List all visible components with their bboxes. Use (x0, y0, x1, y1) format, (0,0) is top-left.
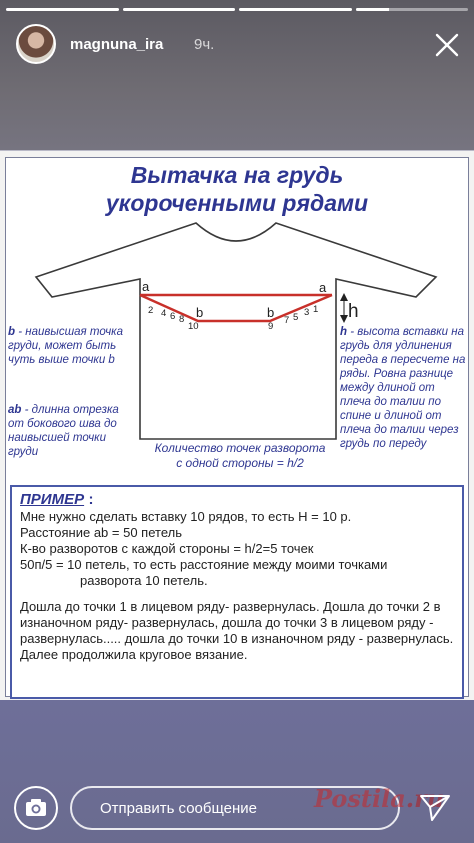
username[interactable]: magnuna_ira (70, 36, 164, 53)
caption-line-1: Количество точек разворота (154, 441, 326, 455)
right-note-h-symbol: h (340, 326, 348, 338)
watermark-domain: .ru (405, 784, 445, 813)
story-image (0, 150, 474, 700)
example-line: К-во разворотов с каждой стороны = h/2=5 точек (20, 541, 314, 556)
left-note-ab (8, 403, 133, 459)
right-note-h-text: - высота вставки на грудь для удлинения переда в пересчете на ряды. Ровна разнице между длиной от плеча до талии по спине и длиной от плеча до талии через грудь по переду (340, 326, 466, 450)
turn-points-caption (140, 441, 340, 471)
close-icon (432, 30, 462, 60)
send-button[interactable] (418, 792, 452, 824)
turn-point-number: 1 (313, 304, 319, 315)
story-header-background (0, 0, 474, 150)
story-progress-segment (123, 8, 236, 11)
turn-point-number: 6 (170, 311, 176, 322)
progress-fill (123, 8, 236, 11)
card-title (0, 161, 474, 217)
turn-point-number: 5 (293, 312, 299, 323)
left-note-b-symbol: b (8, 326, 16, 338)
example-line: Мне нужно сделать вставку 10 рядов, то есть H = 10 р. (20, 509, 352, 524)
story-progress-segment (6, 8, 119, 11)
camera-button[interactable] (14, 786, 58, 830)
h-arrow-up (340, 293, 348, 301)
point-a-left: a (142, 279, 150, 294)
story-progress (6, 8, 468, 11)
close-button[interactable] (432, 30, 462, 60)
progress-fill (6, 8, 119, 11)
progress-fill (239, 8, 352, 11)
avatar[interactable] (16, 24, 56, 64)
example-box (10, 485, 464, 699)
caption-line-2: с одной стороны = h/2 (176, 456, 304, 470)
example-heading: ПРИМЕР (20, 491, 85, 508)
example-line: Расстояние ab = 50 петель (20, 525, 182, 540)
left-note-b (8, 325, 130, 367)
h-arrow-down (340, 315, 348, 323)
point-a-right: a (319, 280, 327, 295)
story-progress-segment (239, 8, 352, 11)
turn-point-number: 4 (161, 308, 167, 319)
progress-fill (356, 8, 390, 11)
point-b-left: b (196, 305, 204, 320)
turn-point-number: 7 (284, 315, 290, 326)
turn-point-number: 3 (304, 307, 310, 318)
turn-point-number: 9 (268, 321, 274, 332)
turn-point-number: 10 (188, 321, 199, 332)
example-line: 50п/5 = 10 петель, то есть расстояние между моими точками (20, 557, 388, 572)
label-h: h (348, 301, 359, 322)
camera-icon (16, 788, 56, 828)
story-progress-segment (356, 8, 469, 11)
example-line: разворота 10 петель. (80, 573, 208, 588)
post-time: 9ч. (194, 36, 215, 53)
left-note-ab-symbol: ab (8, 404, 22, 416)
right-note-h (340, 325, 466, 451)
turn-point-number: 2 (148, 305, 154, 316)
card-title-line-1: Вытачка на грудь (130, 162, 344, 188)
example-colon: : (88, 491, 94, 508)
left-note-ab-text: - длинна отрезка от бокового шва до наивысшей точки груди (8, 404, 119, 458)
example-paragraph: Дошла до точки 1 в лицевом ряду- развернулась. Дошла до точки 2 в изнаночном ряду- развернулась, дошла до точки 3 в лицевом ряду - развернулась..... дошла до точки 10 в изнаночном ряду - развернулась. Далее продолжила круговое вязание. (20, 599, 454, 662)
point-b-right: b (267, 305, 275, 320)
watermark-text: Postila (314, 784, 406, 813)
card-title-line-2: укороченными рядами (105, 190, 369, 216)
turn-point-number: 8 (179, 314, 185, 325)
send-icon (418, 792, 452, 824)
left-note-b-text: - наивысшая точка груди, может быть чуть выше точки b (8, 326, 123, 366)
